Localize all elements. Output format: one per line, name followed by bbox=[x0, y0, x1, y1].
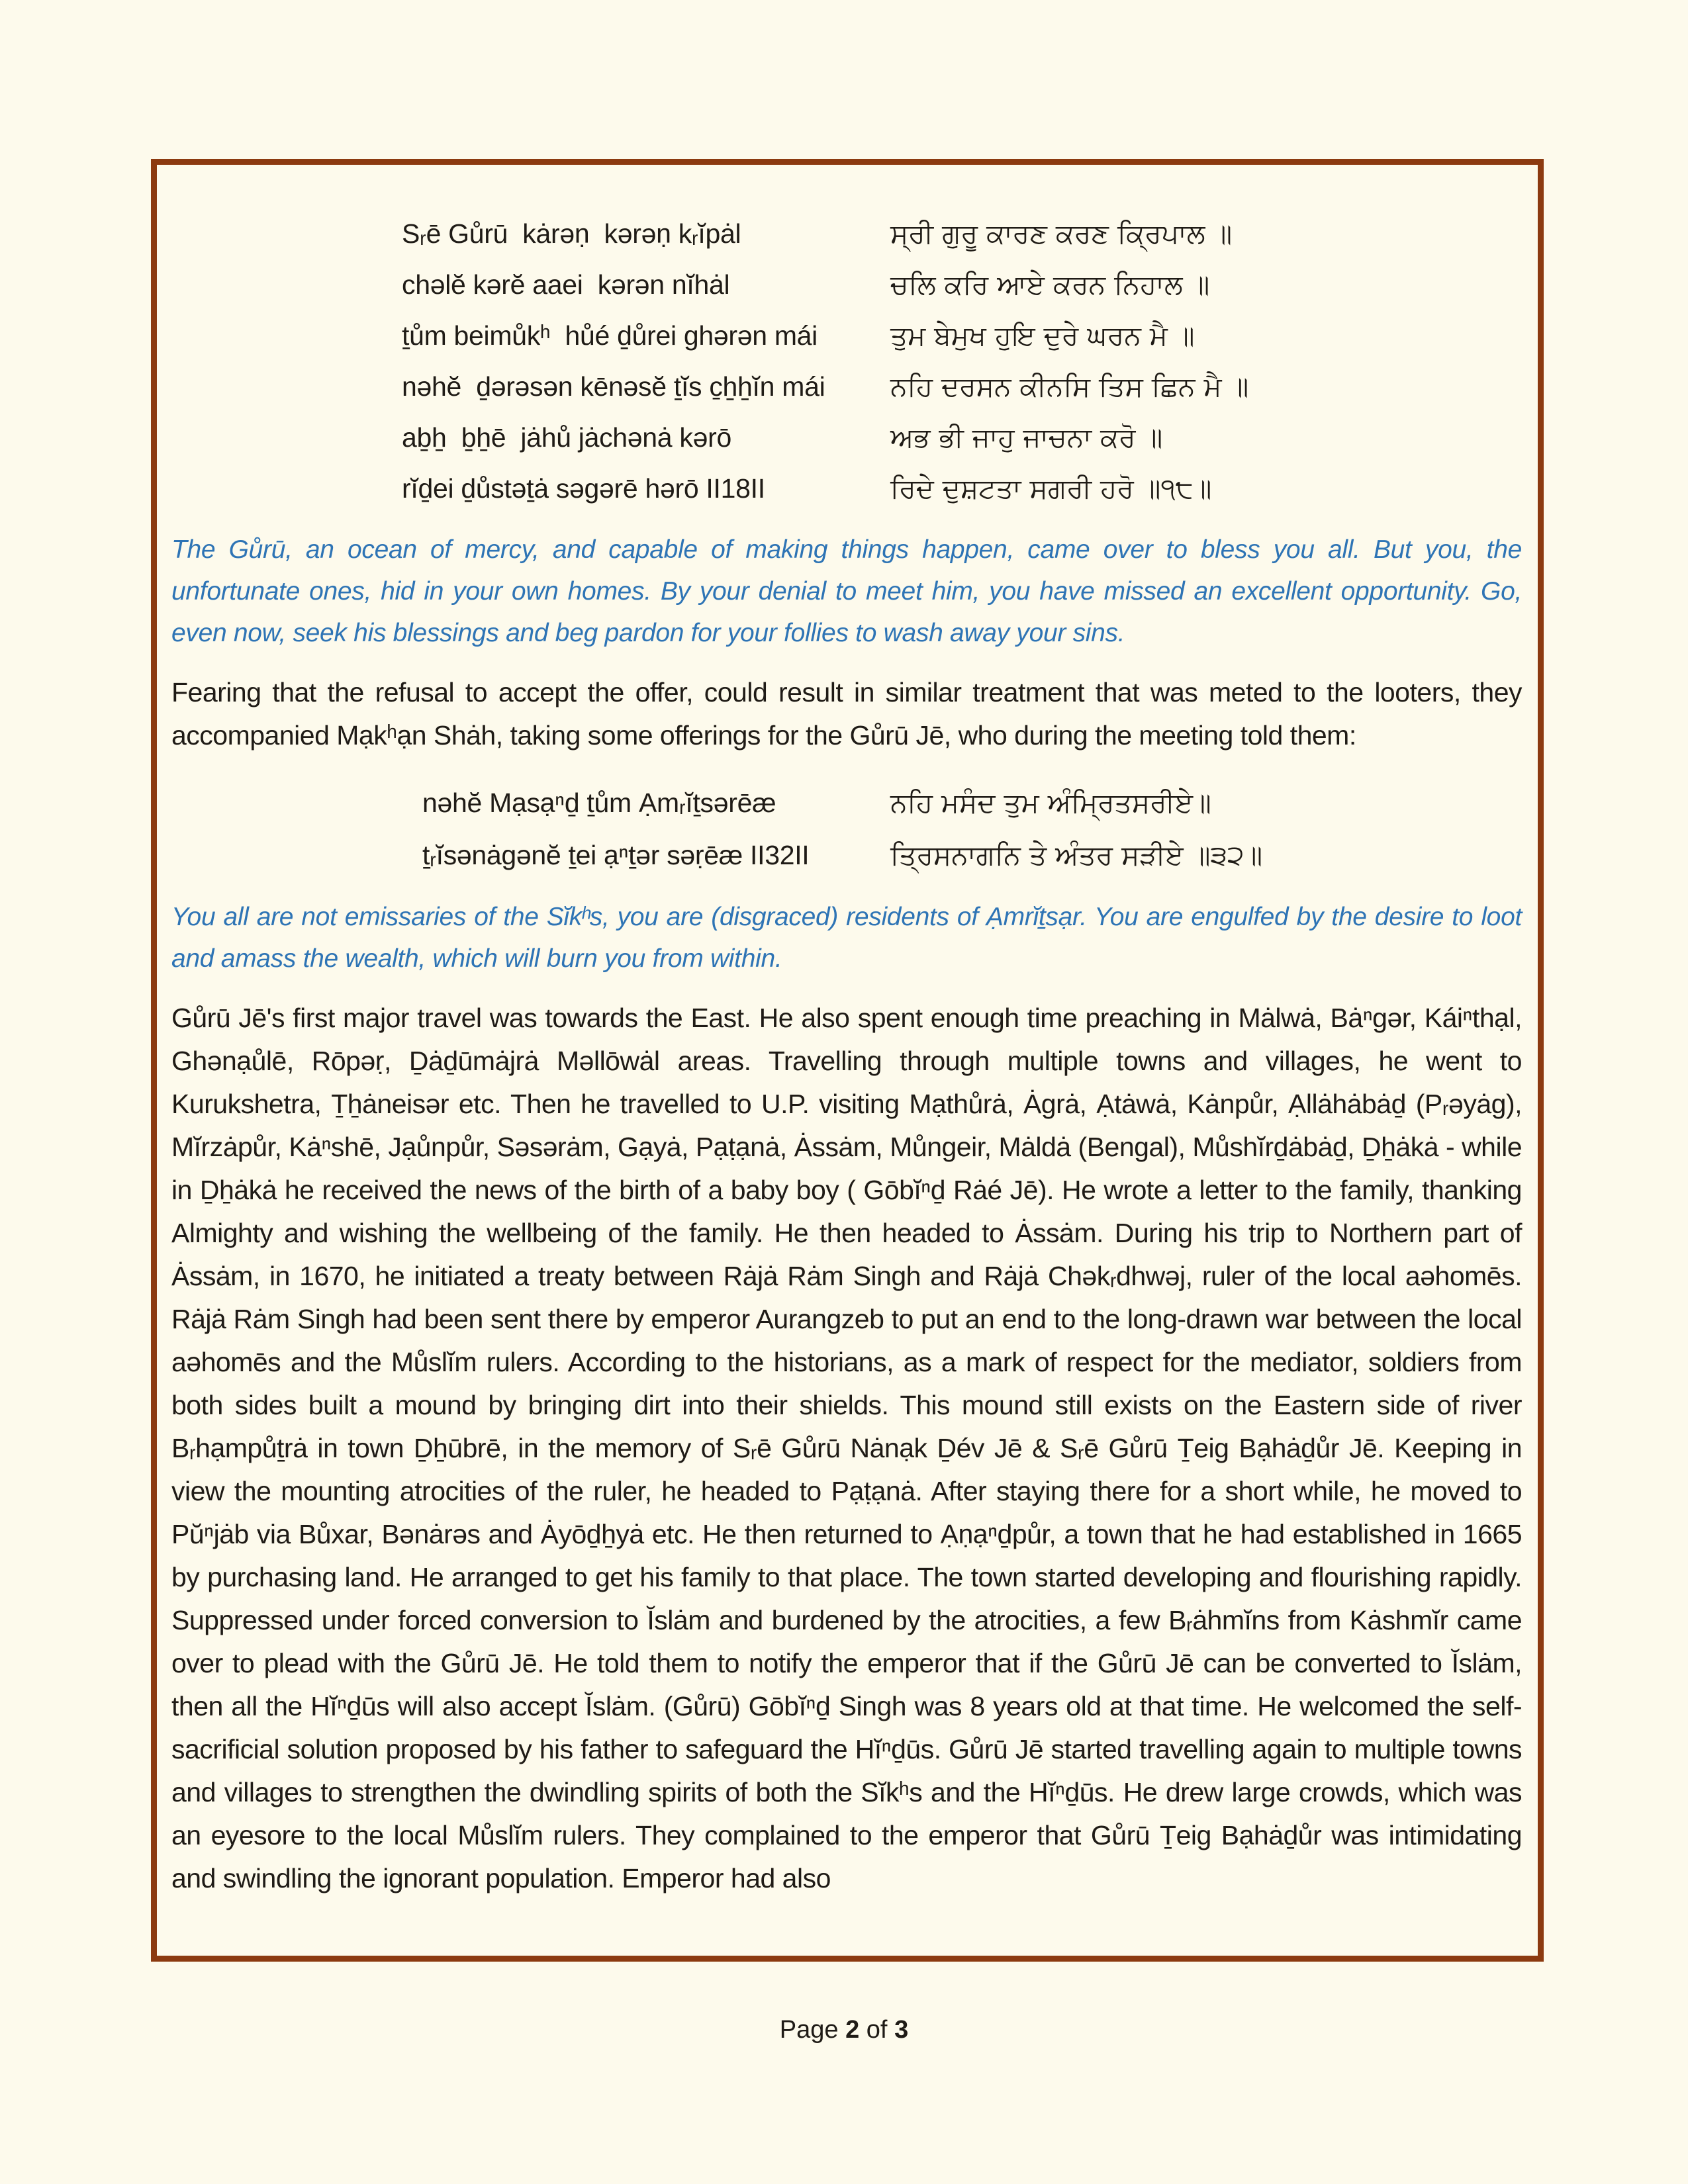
verse-line bbox=[171, 829, 1522, 882]
footer-page-total: 3 bbox=[894, 2016, 909, 2044]
verse-block-18 bbox=[171, 208, 1522, 514]
verse-transliteration: Sᵣē Gůrū kȧrəṇ kərəṇ kᵣĭpȧl bbox=[402, 218, 741, 249]
verse-transliteration: nəhĕ ḏərəsən kēnəsĕ ṯĭs c̱ẖẖĭn mái bbox=[402, 371, 825, 402]
verse-gurmukhi: ਚਲਿ ਕਰਿ ਆਏ ਕਰਨ ਨਿਹਾਲ ॥ bbox=[890, 269, 1210, 300]
footer-label-page: Page bbox=[779, 2016, 839, 2044]
verse-line bbox=[171, 310, 1522, 361]
verse-line bbox=[171, 777, 1522, 829]
translation-paragraph-1: The Gůrū, an ocean of mercy, and capable of making things happen, came over to bless you all. But you, the unfortunate ones, hid in your own homes. By your denial to meet him, you have missed an excellent opportunity. Go, even now, seek his blessings and beg pardon for your follies to wash away your sins. bbox=[171, 535, 1522, 647]
body-paragraph-1: Fearing that the refusal to accept the offer, could result in similar treatment that was meted to the looters, they accompanied Mạkʰạn Shȧh, taking some offerings for the Gůrū Jē, who during the meeting told them: bbox=[171, 677, 1522, 751]
verse-line bbox=[171, 208, 1522, 259]
verse-block-32 bbox=[171, 777, 1522, 882]
footer-label-of: of bbox=[866, 2016, 888, 2044]
verse-gurmukhi: ਅਭ ਭੀ ਜਾਹੁ ਜਾਚਨਾ ਕਰੋ ॥ bbox=[890, 422, 1163, 453]
document-border-frame bbox=[151, 159, 1544, 1962]
verse-line bbox=[171, 259, 1522, 310]
verse-line bbox=[171, 361, 1522, 412]
main-paragraph: Gůrū Jē's first major travel was towards the East. He also spent enough time preaching in Mȧlwȧ, Bȧⁿgər, Káiⁿthạl, Ghənạůlē, Rōpəṛ, Ḏȧḏūmȧjrȧ Məllōwȧl areas. Travelling through multiple towns and villages, he went to Kurukshetra, Ṯẖȧneisər etc. Then he travelled to U.P. visiting Mạthůrȧ, Ȧgrȧ, Ạtȧwȧ, Kȧnpůr, Ạllȧhȧbȧḏ (Pᵣəyȧg), Mĭrzȧpůr, Kȧⁿshē, Jạůnpůr, Səsərȧm, Gạyȧ, Pạṭạnȧ, Ȧssȧm, Můngeir, Mȧldȧ (Bengal), Můshĭrḏȧbȧḏ, Ḏẖȧkȧ - while in Ḏẖȧkȧ he received the news of the birth of a baby boy ( Gōbĭⁿḏ Rȧé Jē). He wrote a letter to the family, thanking Almighty and wishing the wellbeing of the family. He then headed to Ȧssȧm. During his trip to Northern part of Ȧssȧm, in 1670, he initiated a treaty between Rȧjȧ Rȧm Singh and Rȧjȧ Chəkᵣdhwəj, ruler of the local aəhomēs. Rȧjȧ Rȧm Singh had been sent there by emperor Aurangzeb to put an end to the long-drawn war between the local aəhomēs and the Můslĭm rulers. According to the historians, as a mark of respect for the mediator, soldiers from both sides built a mound by bringing dirt into their shields. This mound still exists on the Eastern side of river Bᵣhạmpůṯrȧ in town Ḏẖūbrē, in the memory of Sᵣē Gůrū Nȧnạk Ḏév Jē & Sᵣē Gůrū Ṯeig Bạhȧḏůr Jē. Keeping in view the mounting atrocities of the ruler, he headed to Pạṭạnȧ. After staying there for a short while, he moved to Pŭⁿjȧb via Bůxar, Bənȧrəs and Ȧyōḏẖyȧ etc. He then returned to Ạṇạⁿḏpůr, a town that he had established in 1665 by purchasing land. He arranged to get his family to that place. The town started developing and flourishing rapidly. Suppressed under forced conversion to Ĭslȧm and burdened by the atrocities, a few Bᵣȧhmĭns from Kȧshmĭr came over to plead with the Gůrū Jē. He told them to notify the emperor that if the Gůrū Jē can be converted to Ĭslȧm, then all the Hĭⁿḏūs will also accept Ĭslȧm. (Gůrū) Gōbĭⁿḏ Singh was 8 years old at that time. He welcomed the self-sacrificial solution proposed by his father to safeguard the Hĭⁿḏūs. Gůrū Jē started travelling again to multiple towns and villages to strengthen the dwindling spirits of both the Sĭkʰs and the Hĭⁿḏūs. He drew large crowds, which was an eyesore to the local Můslĭm rulers. They complained to the emperor that Gůrū Ṯeig Bạhȧḏůr was intimidating and swindling the ignorant population. Emperor had also bbox=[171, 1003, 1522, 1893]
verse-line bbox=[171, 412, 1522, 463]
verse-gurmukhi: ਰਿਦੇ ਦੁਸ਼ਟਤਾ ਸਗਰੀ ਹਰੋ ॥੧੮॥ bbox=[890, 473, 1212, 504]
verse-gurmukhi: ਨਹਿ ਦਰਸਨ ਕੀਨਸਿ ਤਿਸ ਛਿਨ ਮੈ ॥ bbox=[890, 371, 1249, 402]
verse-transliteration: rĭḏei ḏůstəṯȧ səgərē hərō II18II bbox=[402, 473, 765, 504]
verse-transliteration: chəlĕ kərĕ aaei kərən nĭhȧl bbox=[402, 269, 730, 300]
page-footer bbox=[0, 2013, 1688, 2046]
verse-gurmukhi: ਸ੍ਰੀ ਗੁਰੂ ਕਾਰਣ ਕਰਣ ਕ੍ਰਿਪਾਲ ॥ bbox=[890, 218, 1233, 250]
translation-paragraph-2: You all are not emissaries of the Sĭkʰs, you are (disgraced) residents of Ạmrĭṯsạr. You are engulfed by the desire to loot and amass the wealth, which will burn you from within. bbox=[171, 903, 1522, 973]
verse-transliteration: aḇẖ ḇẖē jȧhů jȧchənȧ kərō bbox=[402, 422, 731, 453]
verse-transliteration: ṯům beimůkʰ hůé ḏůrei ghərən mái bbox=[402, 320, 818, 351]
verse-gurmukhi: ਤ੍ਰਿਸਨਾਗਨਿ ਤੇ ਅੰਤਰ ਸੜੀਏ ॥੩੨॥ bbox=[890, 839, 1263, 871]
verse-transliteration: ṯᵣĭsənȧgənĕ ṯei ạⁿṯər səṛēæ II32II bbox=[422, 840, 810, 870]
verse-gurmukhi: ਨਹਿ ਮਸੰਦ ਤੁਮ ਅੰਮ੍ਰਿਤਸਰੀਏ॥ bbox=[890, 787, 1211, 819]
verse-gurmukhi: ਤੁਮ ਬੇਮੁਖ ਹੁਇ ਦੁਰੇ ਘਰਨ ਮੈ ॥ bbox=[890, 320, 1195, 351]
verse-transliteration: nəhĕ Mạsạⁿḏ ṯům Ạmᵣĭṯsərēæ bbox=[422, 788, 776, 818]
footer-page-number: 2 bbox=[845, 2016, 860, 2044]
verse-line bbox=[171, 463, 1522, 514]
